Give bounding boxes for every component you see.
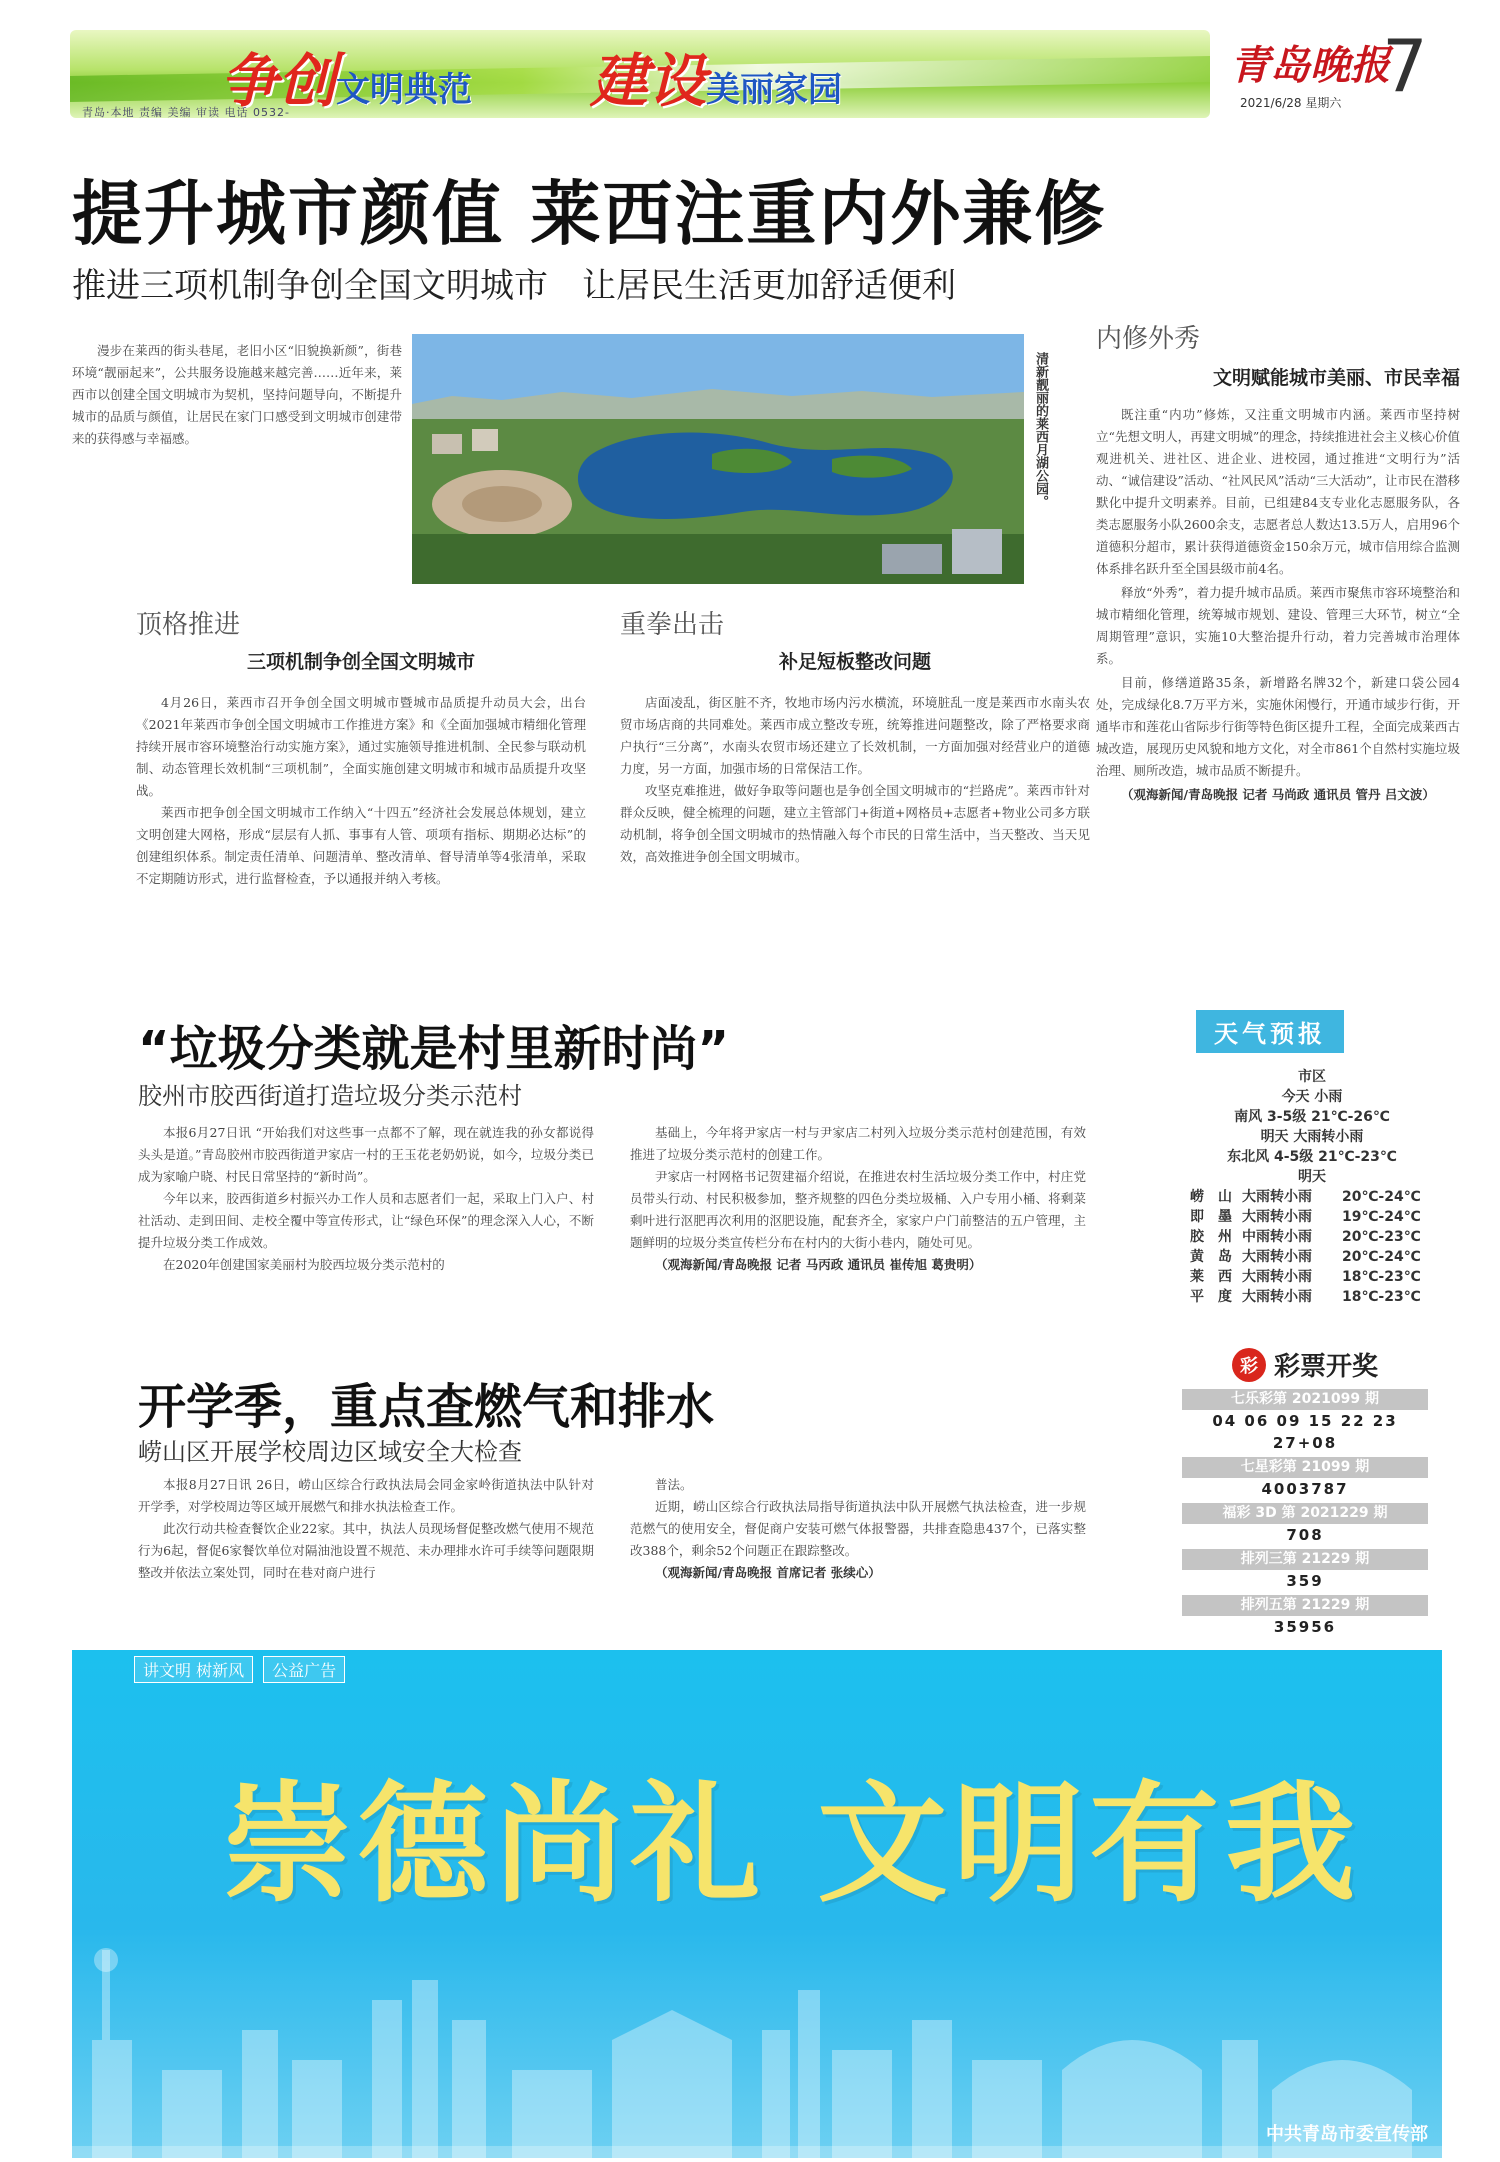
city-weather: 大雨转小雨 [1242,1269,1312,1285]
slogan-b [590,34,842,118]
city-temp: 18℃-23℃ [1342,1289,1421,1305]
lottery-draw-result: 4003787 [1261,1480,1349,1498]
masthead [70,24,1428,124]
weather-city-row [1180,1227,1444,1247]
lottery-draw-result: 359 [1286,1572,1324,1590]
city-weather: 大雨转小雨 [1242,1249,1312,1265]
garbage-paragraph: 本报6月27日讯 “开始我们对这些事一点都不了解，现在就连我的孙女都说得头头是道。”青岛胶州市胶西街道尹家店一村的王玉花老奶奶说，如今，垃圾分类已成为家喻户晓、村民日常坚持的“新时尚”。 [138,1125,594,1184]
lottery-logo-icon: 彩 [1232,1348,1266,1382]
lottery-draw-label: 福彩 3D 第 2021229 期 [1182,1503,1428,1524]
weather-city-row [1180,1267,1444,1287]
gas-subhead: 崂山区开展学校周边区域安全大检查 [138,1438,522,1466]
paper-name: 青岛晚报 [1230,42,1390,89]
lottery-draw-label: 七乐彩第 2021099 期 [1182,1389,1428,1410]
ad-sponsor: 中共青岛市委宣传部 [1266,2124,1428,2145]
city-weather: 大雨转小雨 [1242,1189,1312,1205]
section-a-paragraph: 莱西市把争创全国文明城市工作纳入“十四五”经济社会发展总体规划，建立文明创建大网格，形成“层层有人抓、事事有人管、项项有指标、期期必达标”的创建组织体系。制定责任清单、问题清单、整改清单、督导清单等4张清单，采取不定期随访形式，进行监督检查，予以通报并纳入考核。 [136,805,586,886]
page-number: 7 [1382,24,1428,108]
lottery-draw-label: 七星彩第 21099 期 [1182,1457,1428,1478]
gas-column-1 [138,1474,594,1584]
lead-photo [412,334,1024,584]
city-weather: 大雨转小雨 [1242,1289,1312,1305]
weather-city-row [1180,1207,1444,1227]
section-b-paragraph: 店面凌乱，街区脏不齐，牧地市场内污水横流，环境脏乱一度是莱西市水南头农贸市场店商的共同难处。莱西市成立整改专班，统筹推进问题整改，除了严格要求商户执行“三分离”，水南头农贸市场还建立了长效机制，一方面加强对经营业户的道德力度，另一方面，加强市场的日常保洁工作。 [620,695,1090,776]
city-name: 莱 西 [1190,1269,1232,1285]
city-name: 即 墨 [1190,1209,1232,1225]
weather-title: 天气预报 [1196,1010,1344,1053]
slogan-a-small: 文明典范 [336,70,473,110]
section-heavy-strike [620,604,1090,868]
city-weather: 大雨转小雨 [1242,1209,1312,1225]
lead-subhead: 推进三项机制争创全国文明城市 让居民生活更加舒适便利 [72,266,956,306]
weather-tomorrow-header: 明天 [1298,1169,1326,1185]
city-skyline-illustration [72,1920,1442,2158]
gas-paragraph: 普法。 [655,1477,693,1492]
city-temp: 18℃-23℃ [1342,1269,1421,1285]
lottery-heading [1182,1346,1428,1383]
section-a-paragraph: 4月26日，莱西市召开争创全国文明城市暨城市品质提升动员大会，出台《2021年莱西市争创全国文明城市工作推进方案》和《全面加强城市精细化管理持续开展市容环境整治行动实施方案》，通过实施领导推进机制、全民参与联动机制、动态管理长效机制“三项机制”，全面实施创建文明城市和城市品质提升攻坚战。 [136,695,586,798]
public-service-ad [72,1650,1442,2158]
section-top-push [136,604,586,890]
weather-tomorrow-label: 明天 大雨转小雨 [1260,1129,1364,1145]
city-temp: 20℃-23℃ [1342,1229,1421,1245]
section-right-kicker: 内修外秀 [1096,324,1201,354]
section-b-paragraph: 攻坚克难推进，做好争取等问题也是争创全国文明城市的“拦路虎”。莱西市针对群众反映，健全梳理的问题，建立主管部门+街道+网格员+志愿者+物业公司多方联动机制，将争创全国文明城市的热情融入每个市民的日常生活中，当天整改、当天见效，高效推进争创全国文明城市。 [620,783,1090,864]
garbage-subhead: 胶州市胶西街道打造垃圾分类示范村 [138,1082,522,1110]
lead-intro: 漫步在莱西的街头巷尾，老旧小区“旧貌换新颜”，街巷环境“靓丽起来”，公共服务设施越来越完善……近年来，莱西市以创建全国文明城市为契机，坚持问题导向，不断提升城市的品质与颜值，让居民在家门口感受到文明城市创建带来的获得感与幸福感。 [72,343,402,446]
section-a-kicker: 顶格推进 [136,610,241,640]
city-temp: 20℃-24℃ [1342,1189,1421,1205]
weather-today-detail: 南风 3-5级 21℃-26℃ [1234,1109,1390,1125]
garbage-headline: “垃圾分类就是村里新时尚” [138,1021,730,1077]
section-right-paragraph: 既注重“内功”修炼，又注重文明城市内涵。莱西市坚持树立“先想文明人，再建文明城”的理念，持续推进社会主义核心价值观进机关、进社区、进企业、进校园，通过推进“文明行为”活动、“诚信建设”活动、“社风民风”活动“三大活动”，让市民在潜移默化中提升文明素养。目前，已组建84支专业化志愿服务队，各类志愿服务小队2600余支，志愿者总人数达13.5万人，启用96个道德积分超市，累计获得道德资金150余万元，城市信用综合监测体系排名跃升至全国县级市前4名。 [1096,407,1460,576]
city-temp: 20℃-24℃ [1342,1249,1421,1265]
weather-tomorrow-detail: 东北风 4-5级 21℃-23℃ [1227,1149,1397,1165]
ad-tag-public: 公益广告 [263,1656,345,1683]
city-weather: 中雨转小雨 [1242,1229,1312,1245]
slogan-b-small: 美丽家园 [706,70,843,110]
folio-line: 青岛·本地 责编 美编 审读 电话 0532- [82,106,290,118]
garbage-paragraph: 在2020年创建国家美丽村为胶西垃圾分类示范村的 [163,1257,445,1272]
city-name: 胶 州 [1190,1229,1232,1245]
city-temp: 19℃-24℃ [1342,1209,1421,1225]
garbage-paragraph: 尹家店一村网格书记贺建福介绍说，在推进农村生活垃圾分类工作中，村庄党员带头行动、村民积极参加，整齐规整的四色分类垃圾桶、入户专用小桶、将剩菜剩叶进行沤肥再次利用的沤肥设施，配套齐全，家家户户门前整洁的五户管理，主题鲜明的垃圾分类宣传栏分布在村内的大街小巷内，随处可见。 [630,1169,1086,1250]
section-a-subkicker: 三项机制争创全国文明城市 [246,651,475,673]
lottery-draw-result: 708 [1286,1526,1324,1544]
section-b-subkicker: 补足短板整改问题 [778,651,931,673]
city-name: 崂 山 [1190,1189,1232,1205]
section-b-kicker: 重拳出击 [620,610,725,640]
weather-today-label: 今天 小雨 [1281,1089,1343,1105]
ad-tags [134,1656,345,1683]
lottery-box [1182,1346,1428,1638]
lottery-draw-label: 排列三第 21229 期 [1182,1549,1428,1570]
lake-park-illustration [412,334,1024,584]
lottery-title: 彩票开奖 [1273,1352,1378,1382]
lottery-draw-result: 04 06 09 15 22 23 27+08 [1212,1412,1398,1452]
garbage-byline: （观海新闻/青岛晚报 记者 马丙政 通讯员 崔传旭 葛贵明） [655,1257,982,1272]
lottery-draw-result: 35956 [1273,1618,1337,1636]
lead-headline: 提升城市颜值 莱西注重内外兼修 [72,173,1107,255]
garbage-column-2 [630,1122,1086,1276]
city-name: 黄 岛 [1190,1249,1232,1265]
ad-tag-civility: 讲文明 树新风 [134,1656,253,1683]
garbage-paragraph: 基础上，今年将尹家店一村与尹家店二村列入垃圾分类示范村创建范围，有效推进了垃圾分类示范村的创建工作。 [630,1125,1086,1162]
section-right-paragraph: 目前，修缮道路35条，新增路名牌32个，新建口袋公园4处，完成绿化8.7万平方米，实施休闲慢行，开通市域步行街，开通毕市和莲花山省际步行街等特色街区提升工程，全面完成莱西古城改造，展现历史风貌和地方文化，对全市861个自然村实施垃圾治理、厕所改造，城市品质不断提升。 [1096,675,1460,778]
garbage-paragraph: 今年以来，胶西街道乡村振兴办工作人员和志愿者们一起，采取上门入户、村社活动、走到田间、走校全覆中等宣传形式，让“绿色环保”的理念深入人心，不断提升垃圾分类工作成效。 [138,1191,594,1250]
lead-byline: （观海新闻/青岛晚报 记者 马尚政 通讯员 管丹 吕文波） [1121,787,1435,802]
gas-paragraph: 本报8月27日讯 26日，崂山区综合行政执法局会同金家岭街道执法中队针对开学季，对学校周边等区域开展燃气和排水执法检查工作。 [138,1477,594,1514]
weather-region: 市区 [1298,1069,1326,1085]
gas-paragraph: 近期，崂山区综合行政执法局指导街道执法中队开展燃气执法检查，进一步规范燃气的使用安全，督促商户安装可燃气体报警器，共排查隐患437个，已落实整改388个，剩余52个问题正在跟踪整改。 [630,1499,1086,1558]
gas-paragraph: 此次行动共检查餐饮企业22家。其中，执法人员现场督促整改燃气使用不规范行为6起，督促6家餐饮单位对隔油池设置不规范、未办理排水许可手续等问题限期整改并依法立案处罚，同时在巷对商户进行 [138,1521,594,1580]
weather-city-row [1180,1247,1444,1267]
weather-box [1180,1010,1444,1307]
paper-date: 2021/6/28 星期六 [1240,96,1342,110]
gas-column-2 [630,1474,1086,1584]
photo-caption: 清新靓丽的莱西月湖公园。 [1033,352,1048,508]
city-name: 平 度 [1190,1289,1232,1305]
slogan-b-big: 建设 [590,47,707,115]
weather-city-row [1180,1187,1444,1207]
slogan-a-big: 争创 [220,47,337,115]
garbage-column-1 [138,1122,594,1276]
section-right-paragraph: 释放“外秀”，着力提升城市品质。莱西市聚焦市容环境整治和城市精细化管理，统筹城市规划、建设、管理三大环节，树立“全周期管理”意识，实施10大整治提升行动，着力完善城市治理体系。 [1096,585,1460,666]
gas-headline: 开学季，重点查燃气和排水 [138,1379,715,1435]
slogan-banner [70,30,1210,118]
section-right-subkicker: 文明赋能城市美丽、市民幸福 [1212,367,1460,389]
gas-byline: （观海新闻/青岛晚报 首席记者 张续心） [655,1565,881,1580]
lottery-draw-label: 排列五第 21229 期 [1182,1595,1428,1616]
ad-slogan: 崇德尚礼 文明有我 [222,1767,1362,1920]
weather-city-row [1180,1287,1444,1307]
section-inner-outer [1096,318,1460,808]
